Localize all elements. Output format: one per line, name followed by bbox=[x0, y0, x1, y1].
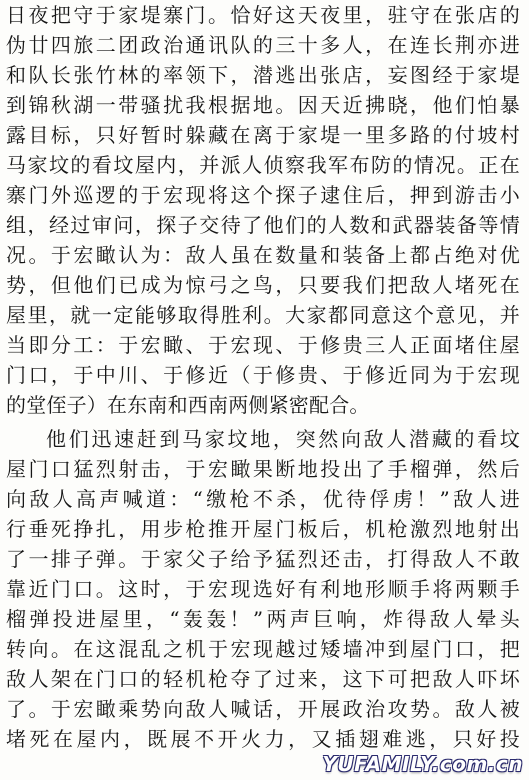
paragraph-end-line: 的堂侄子）在东南和西南两侧紧密配合。 bbox=[6, 393, 370, 417]
text-line: 到锦秋湖一带骚扰我根据地。因天近拂晓，他们怕暴 bbox=[6, 93, 520, 117]
text-line: 日夜把守于家堤寨门。恰好这天夜里，驻守在张店的 bbox=[6, 3, 520, 27]
text-line: 伪廿四旅二团政治通讯队的三十多人，在连长荆亦进 bbox=[6, 33, 520, 57]
text-line: 寨门外巡逻的于宏现将这个探子逮住后，押到游击小 bbox=[6, 183, 520, 207]
text-line: 向敌人高声喊道：“缴枪不杀，优待俘虏！”敌人进 bbox=[6, 487, 520, 511]
text-line: 堵死在屋内，既展不开火力，又插翅难逃，只好投 bbox=[6, 727, 520, 751]
text-line: 当即分工：于宏瞰、于宏现、于修贵三人正面堵住屋 bbox=[6, 333, 520, 357]
text-line: 组，经过审问，探子交待了他们的人数和武器装备等情 bbox=[6, 213, 520, 237]
paragraph-start-line: 他们迅速赶到马家坟地，突然向敌人潜藏的看坟 bbox=[46, 427, 520, 451]
site-watermark: YUFAMILY.com.cn bbox=[322, 752, 523, 776]
text-line: 屋里，就一定能够取得胜利。大家都同意这个意见，并 bbox=[6, 303, 520, 327]
text-line: 行垂死挣扎，用步枪推开屋门板后，机枪激烈地射出 bbox=[6, 517, 520, 541]
text-line: 门口，于中川、于修近（于修贵、于修近同为于宏现 bbox=[6, 363, 520, 387]
text-line: 敌人架在门口的轻机枪夺了过来，这下可把敌人吓坏 bbox=[6, 667, 520, 691]
text-line: 马家坟的看坟屋内，并派人侦察我军布防的情况。正在 bbox=[6, 153, 520, 177]
text-line: 榴弹投进屋里，“轰轰！”两声巨响，炸得敌人晕头 bbox=[6, 607, 520, 631]
text-line: 况。于宏瞰认为：敌人虽在数量和装备上都占绝对优 bbox=[6, 243, 520, 267]
text-line: 靠近门口。这时，于宏现选好有利地形顺手将两颗手 bbox=[6, 577, 520, 601]
text-line: 了。于宏瞰乘势向敌人喊话，开展政治攻势。敌人被 bbox=[6, 697, 520, 721]
text-line: 势，但他们已成为惊弓之鸟，只要我们把敌人堵死在 bbox=[6, 273, 520, 297]
text-line: 了一排子弹。于家父子给予猛烈还击，打得敌人不敢 bbox=[6, 547, 520, 571]
text-line: 和队长张竹林的率领下，潜逃出张店，妄图经于家堤 bbox=[6, 63, 520, 87]
text-line: 转向。在这混乱之机于宏现越过矮墙冲到屋门口，把 bbox=[6, 637, 520, 661]
text-line: 屋门口猛烈射击，于宏瞰果断地投出了手榴弹，然后 bbox=[6, 457, 520, 481]
text-line: 露目标，只好暂时躲藏在离于家堤一里多路的付坡村 bbox=[6, 123, 520, 147]
